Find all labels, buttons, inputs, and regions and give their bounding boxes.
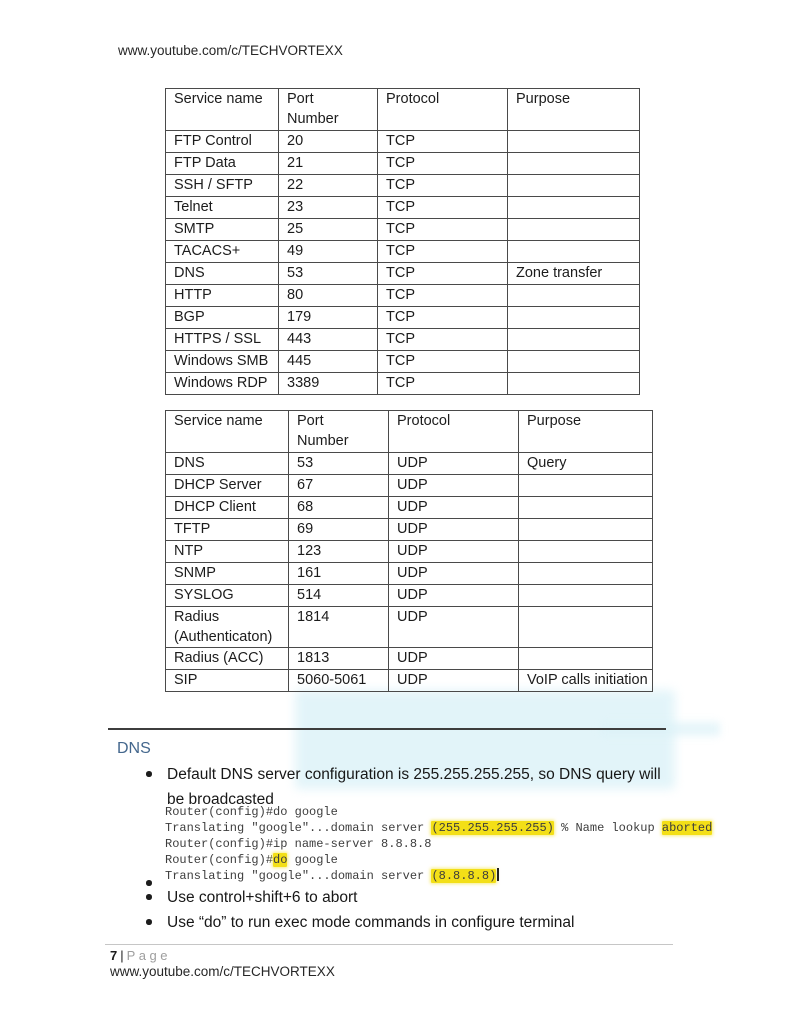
cell-purpose: Zone transfer [508,263,640,285]
cell-protocol: UDP [389,541,519,563]
cell-port: 1814 [289,607,389,648]
cell-service: DNS [166,453,289,475]
footer-divider [105,944,673,945]
cell-service: TACACS+ [166,241,279,263]
cell-protocol: TCP [378,153,508,175]
table-row [166,670,653,692]
header-cell-service: Service name [166,411,289,453]
cell-port: 53 [289,453,389,475]
cell-port: 161 [289,563,389,585]
page-separator: | [120,948,124,963]
cell-protocol: UDP [389,453,519,475]
table-row [166,197,640,219]
cell-port: 23 [279,197,378,219]
bullet-icon [146,880,152,886]
table-row [166,285,640,307]
page-word: Page [126,948,171,963]
bullet-icon [146,894,152,900]
cell-protocol: UDP [389,497,519,519]
dns-section-heading: DNS [117,740,151,757]
console-output [165,804,712,884]
cell-service: HTTP [166,285,279,307]
text-cursor [497,868,499,881]
cell-protocol: TCP [378,285,508,307]
table-row [166,153,640,175]
cell-purpose [519,563,653,585]
header-cell-purpose: Purpose [508,89,640,131]
cell-protocol: UDP [389,648,519,670]
cell-purpose [508,307,640,329]
cell-purpose [508,197,640,219]
console-line [165,868,712,884]
cell-port: 25 [279,219,378,241]
cell-protocol: TCP [378,219,508,241]
cell-purpose [519,607,653,648]
console-text: Router(config)# [165,853,274,867]
table-row [166,519,653,541]
cell-protocol: UDP [389,585,519,607]
table-row [166,219,640,241]
cell-purpose [508,351,640,373]
cell-purpose [519,475,653,497]
console-text: Translating "google"...domain server [165,869,432,883]
table-row [166,585,653,607]
cell-port: 21 [279,153,378,175]
cell-service: HTTPS / SSL [166,329,279,351]
bullet-text: Use “do” to run exec mode commands in configure terminal [167,914,575,931]
table-row [166,307,640,329]
highlight-span: (8.8.8.8) [431,869,497,883]
cell-protocol: TCP [378,241,508,263]
cell-port: 20 [279,131,378,153]
cell-purpose [519,541,653,563]
highlight-span: aborted [661,821,713,835]
cell-port: 69 [289,519,389,541]
cell-purpose [508,219,640,241]
table-row [166,263,640,285]
cell-purpose [508,373,640,395]
cell-protocol: UDP [389,607,519,648]
bullet-text: Default DNS server configuration is 255.255.255.255, so DNS query will be broadcasted [167,766,661,808]
cell-port: 5060-5061 [289,670,389,692]
table-row [166,453,653,475]
table-header-row [166,89,640,131]
cell-service: SIP [166,670,289,692]
table-row [166,373,640,395]
bullet-item-abort [146,886,646,911]
header-cell-purpose: Purpose [519,411,653,453]
cell-purpose [519,648,653,670]
cell-service: Radius (ACC) [166,648,289,670]
console-text: Router(config)#do google [165,805,338,819]
console-text: % Name lookup [553,821,662,835]
cell-purpose [508,329,640,351]
table-row [166,475,653,497]
table-row [166,175,640,197]
cell-purpose: VoIP calls initiation [519,670,653,692]
cell-protocol: TCP [378,131,508,153]
section-divider [108,728,666,730]
page-number: 7 [110,948,118,963]
udp-ports-table [165,410,653,692]
cell-protocol: TCP [378,263,508,285]
cell-port: 53 [279,263,378,285]
table-row [166,241,640,263]
cell-service: BGP [166,307,279,329]
cell-service: TFTP [166,519,289,541]
cell-purpose [508,131,640,153]
cell-protocol: UDP [389,475,519,497]
cell-protocol: UDP [389,519,519,541]
header-cell-protocol: Protocol [378,89,508,131]
cell-protocol: TCP [378,351,508,373]
cell-purpose [508,241,640,263]
highlight-span: do [273,853,288,867]
cell-service: Telnet [166,197,279,219]
header-cell-port [289,411,389,453]
cell-port: 1813 [289,648,389,670]
header-cell-port-label: Port Number [287,91,339,127]
cell-port: 49 [279,241,378,263]
cell-service: Windows SMB [166,351,279,373]
bullet-item-do-command [146,911,706,936]
cell-protocol: TCP [378,197,508,219]
cell-service: DHCP Client [166,497,289,519]
cell-protocol: TCP [378,175,508,197]
cell-service: Radius (Authenticaton) [166,607,289,648]
cell-service: FTP Data [166,153,279,175]
cell-port: 67 [289,475,389,497]
cell-purpose: Query [519,453,653,475]
header-cell-port [279,89,378,131]
console-line [165,804,712,820]
header-cell-service: Service name [166,89,279,131]
cell-service: SSH / SFTP [166,175,279,197]
cell-service: Windows RDP [166,373,279,395]
cell-port: 445 [279,351,378,373]
cell-purpose [519,497,653,519]
cell-service: SMTP [166,219,279,241]
cell-port: 514 [289,585,389,607]
bullet-icon [146,771,152,777]
cell-service: FTP Control [166,131,279,153]
bullet-icon [146,919,152,925]
table-row [166,541,653,563]
cell-port: 3389 [279,373,378,395]
console-line [165,836,712,852]
console-line [165,852,712,868]
header-cell-protocol: Protocol [389,411,519,453]
cell-protocol: UDP [389,563,519,585]
cell-purpose [508,175,640,197]
table-row [166,563,653,585]
tcp-ports-table [165,88,640,395]
table-row [166,497,653,519]
cell-service: SNMP [166,563,289,585]
highlight-span: (255.255.255.255) [431,821,554,835]
cell-purpose [508,153,640,175]
cell-protocol: TCP [378,373,508,395]
cell-protocol: TCP [378,329,508,351]
table-row [166,607,653,648]
bullet-text: Use control+shift+6 to abort [167,889,358,906]
cell-service: NTP [166,541,289,563]
table-row [166,329,640,351]
table-row [166,131,640,153]
cell-purpose [508,285,640,307]
cell-service: SYSLOG [166,585,289,607]
footer-url: www.youtube.com/c/TECHVORTEXX [110,964,335,979]
cell-port: 443 [279,329,378,351]
console-text: Translating "google"...domain server [165,821,432,835]
table-row [166,351,640,373]
cell-port: 22 [279,175,378,197]
header-url: www.youtube.com/c/TECHVORTEXX [118,43,343,58]
cell-service: DNS [166,263,279,285]
cell-port: 80 [279,285,378,307]
cell-purpose [519,519,653,541]
header-cell-port-label: Port Number [297,413,349,449]
footer-page-label [110,948,171,963]
console-text: Router(config)#ip name-server 8.8.8.8 [165,837,432,851]
table-row [166,648,653,670]
cell-purpose [519,585,653,607]
cell-protocol: UDP [389,670,519,692]
table-header-row [166,411,653,453]
cell-port: 179 [279,307,378,329]
cell-protocol: TCP [378,307,508,329]
cell-service: DHCP Server [166,475,289,497]
console-text: google [287,853,338,867]
cell-port: 68 [289,497,389,519]
console-line [165,820,712,836]
cell-port: 123 [289,541,389,563]
